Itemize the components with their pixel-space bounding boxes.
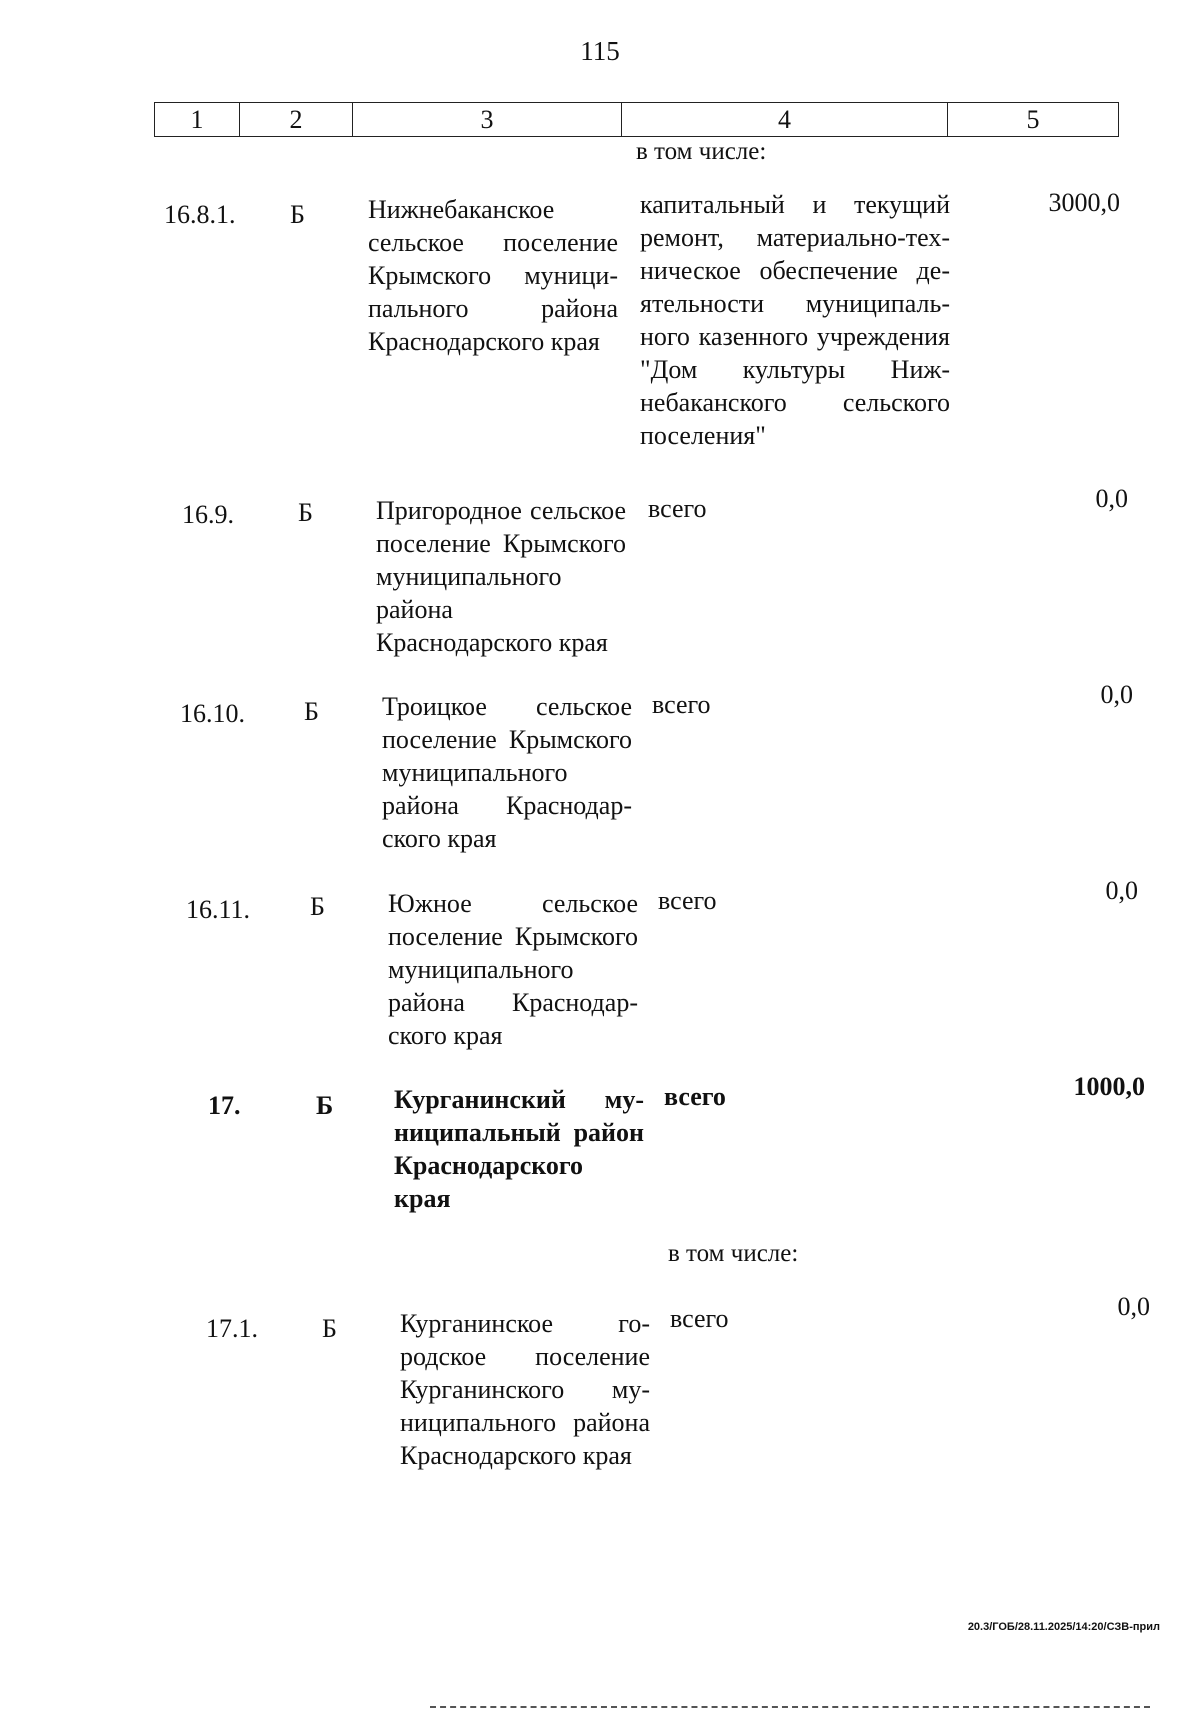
- row-value: 0,0: [1105, 876, 1138, 905]
- row-description: капитальный и текущий ремонт, материально-техническое обеспечение деятельности муниципального казенного учреждения "Дом культуры Нижнебаканского сельского поселения": [640, 190, 950, 450]
- including-note: в том числе:: [668, 1240, 799, 1267]
- row-value: 1000,0: [1073, 1072, 1145, 1101]
- row-type: Б: [304, 697, 319, 726]
- including-note: в том числе:: [636, 138, 767, 165]
- row-name: Троицкое сельское поселение Крымского муниципального района Краснодарского края: [382, 692, 632, 853]
- column-header-5: 5: [948, 103, 1119, 137]
- row-name: Курганинский муниципальный район Краснодарского края: [394, 1085, 644, 1213]
- row-number: 17.: [208, 1091, 241, 1120]
- row-type: Б: [316, 1091, 334, 1120]
- row-type: Б: [290, 200, 305, 229]
- row-type: Б: [310, 892, 325, 921]
- row-number: 17.1.: [206, 1314, 258, 1343]
- row-description: всего: [658, 886, 717, 915]
- row-number: 16.8.1.: [164, 200, 236, 229]
- bottom-divider: [430, 1706, 1150, 1708]
- row-number: 16.11.: [186, 895, 251, 924]
- column-header-table: [154, 102, 1119, 137]
- column-header-3: 3: [353, 103, 622, 137]
- column-header-2: 2: [240, 103, 353, 137]
- row-description: всего: [670, 1304, 729, 1333]
- column-header-4: 4: [622, 103, 948, 137]
- row-description: всего: [652, 690, 711, 719]
- row-name: Нижнебаканское сельское поселение Крымского муниципального района Краснодарского края: [368, 195, 618, 356]
- row-value: 0,0: [1117, 1292, 1150, 1321]
- row-description: всего: [648, 494, 707, 523]
- row-type: Б: [298, 498, 313, 527]
- row-number: 16.10.: [180, 699, 245, 728]
- column-header-1: 1: [155, 103, 240, 137]
- row-value: 0,0: [1100, 680, 1133, 709]
- row-description: всего: [664, 1082, 726, 1111]
- row-name: Пригородное сельское поселение Крымского муниципального района Краснодарского края: [376, 496, 626, 657]
- page-number: 115: [580, 36, 620, 66]
- row-name: Южное сельское поселение Крымского муниципального района Краснодарского края: [388, 889, 638, 1050]
- document-code: 20.3/ГОБ/28.11.2025/14:20/СЗВ-прил: [967, 1621, 1160, 1633]
- row-name: Курганинское городское поселение Курганинского муниципального района Краснодарского края: [400, 1309, 650, 1470]
- row-number: 16.9.: [182, 500, 234, 529]
- row-value: 0,0: [1095, 484, 1128, 513]
- row-value: 3000,0: [1048, 188, 1120, 217]
- row-type: Б: [322, 1314, 337, 1343]
